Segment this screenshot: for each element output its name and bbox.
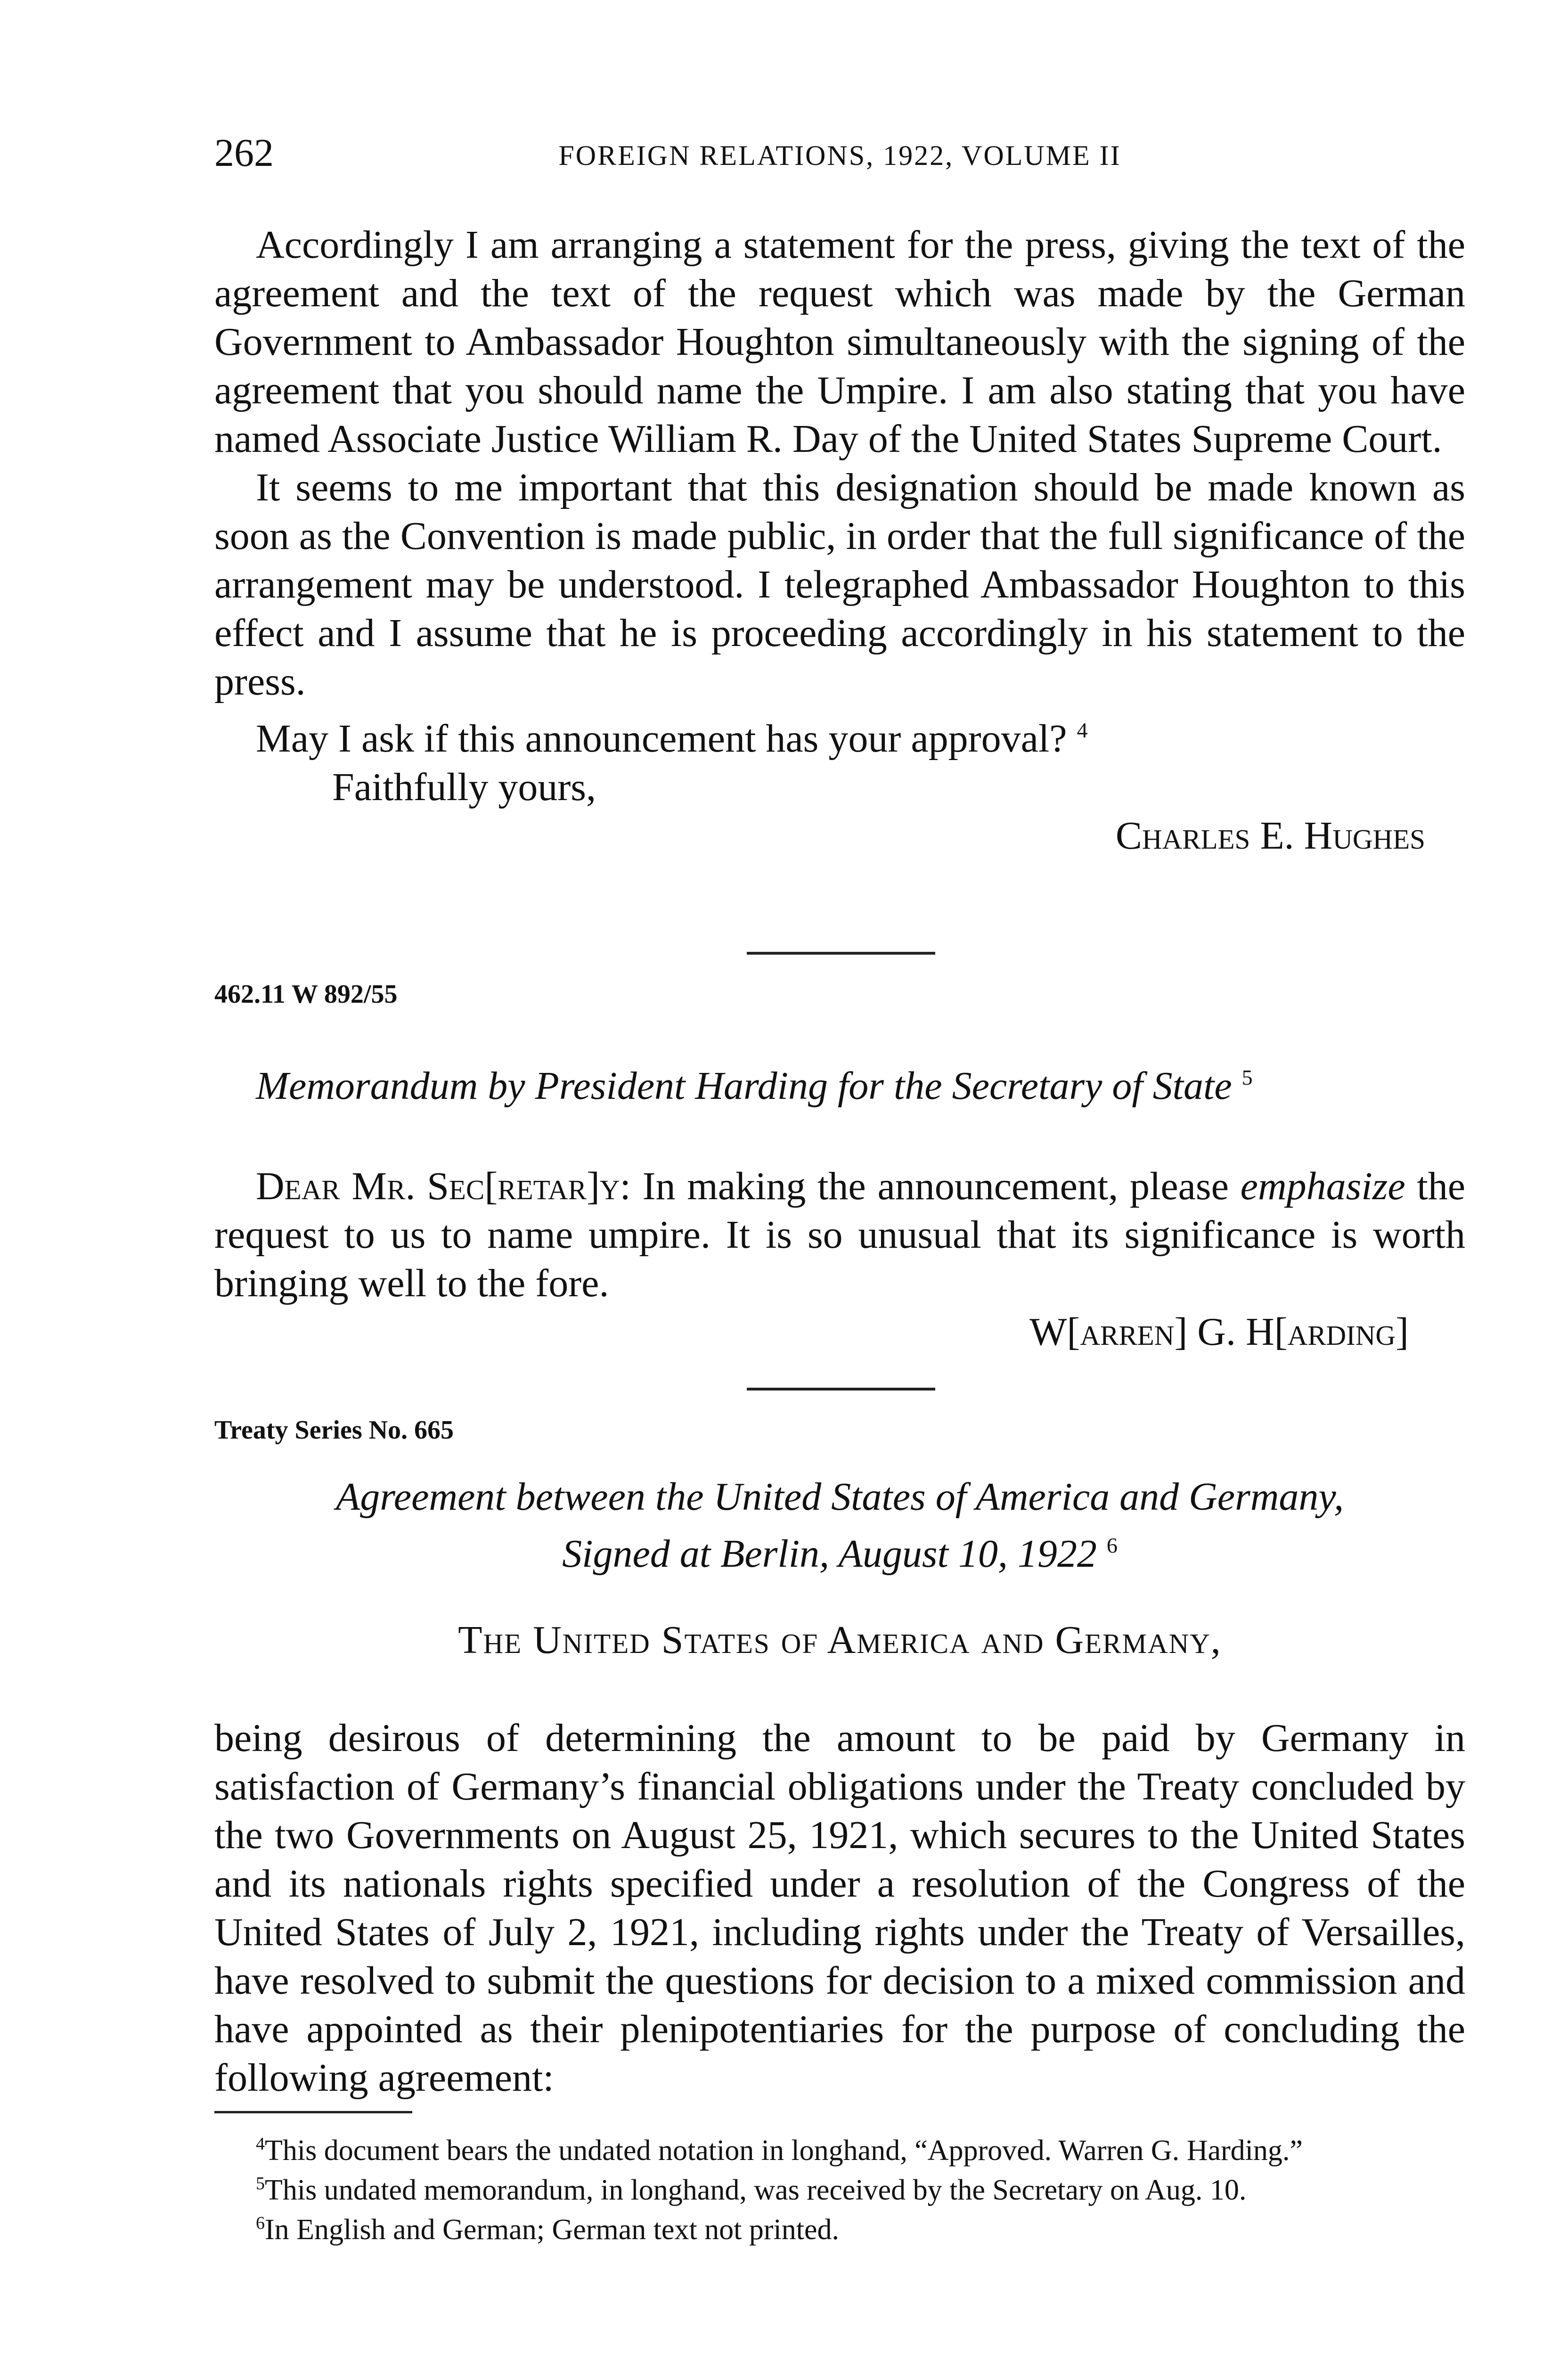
- treaty-preamble-paragraph: being desirous of determining the amount to be paid by Germany in satisfaction of Germany’s financial obligations under the Treaty concluded by the two Governments on August 25, 1921, which secures to the United States and its nationals rights specified under a resolution of the Congress of the United States of July 2, 1921, including rights under the Treaty of Versailles, have resolved to submit the questions for decision to a mixed commission and have appointed as their plenipotentiaries for the purpose of concluding the following agreement:: [214, 1716, 1465, 2100]
- letter-question-text: May I ask if this announcement has your approval?: [256, 717, 1067, 761]
- footnote-5-marker: 5: [256, 2174, 265, 2193]
- memo-paragraph: [214, 1162, 1465, 1308]
- letter-closing: Faithfully yours,: [332, 765, 596, 809]
- memo-section: [214, 973, 1465, 1356]
- letter-paragraph-2: It seems to me important that this designation should be made known as soon as the Convention is made public, in order that the full significance of the arrangement may be understood. I telegraphed Ambassador Houghton to this effect and I assume that he is proceeding accordingly in his statement to the press.: [214, 466, 1465, 704]
- memo-salutation: Dear Mr. Sec[retar]y:: [256, 1164, 631, 1208]
- section-divider-1: [747, 952, 935, 955]
- running-head: FOREIGN RELATIONS, 1922, VOLUME II: [558, 140, 1121, 171]
- footnote-4-text: This document bears the undated notation in longhand, “Approved. Warren G. Harding.”: [265, 2135, 1303, 2167]
- treaty-section: [214, 1409, 1465, 2102]
- letter-signature: Charles E. Hughes: [1115, 814, 1425, 858]
- memo-body: [214, 1162, 1465, 1356]
- footnote-6-marker: 6: [256, 2213, 265, 2233]
- section-divider-2: [747, 1388, 935, 1391]
- treaty-title-line-1: Agreement between the United States of America and Germany,: [335, 1475, 1344, 1519]
- memo-title: [214, 1053, 1465, 1110]
- treaty-title: [214, 1472, 1465, 1578]
- treaty-title-line-2-text: Signed at Berlin, August 10, 1922: [562, 1532, 1097, 1576]
- memo-body-before: In making the announcement, please: [630, 1164, 1241, 1208]
- footnote-6-text: In English and German; German text not printed.: [265, 2214, 840, 2246]
- footnote-ref-4: 4: [1077, 718, 1088, 742]
- treaty-preamble: [214, 1714, 1465, 2102]
- page-header: [214, 127, 1465, 179]
- footnote-5-text: This undated memorandum, in longhand, was received by the Secretary on Aug. 10.: [265, 2174, 1247, 2206]
- letter-body: [214, 221, 1465, 860]
- memo-signature: W[arren] G. H[arding]: [1029, 1310, 1409, 1354]
- letter-question: [214, 706, 1465, 763]
- page-number: 262: [214, 131, 274, 175]
- letter-paragraph-1: Accordingly I am arranging a statement for the press, giving the text of the agreement and the text of the request which was made by the German Government to Ambassador Houghton simultaneously with the signing of the agreement that you should name the Umpire. I am also stating that you have named Associate Justice William R. Day of the United States Supreme Court.: [214, 223, 1465, 461]
- treaty-series: Treaty Series No. 665: [214, 1415, 454, 1445]
- memo-body-after: the request to us to name umpire. It is so unusual that its significance is worth bringing well to the fore.: [214, 1164, 1466, 1305]
- footnote-4: [214, 2127, 1465, 2167]
- footnote-divider: [214, 2111, 412, 2113]
- footnote-4-marker: 4: [256, 2134, 265, 2154]
- treaty-title-line-2: [214, 1521, 1465, 1578]
- footnote-5: [214, 2167, 1465, 2207]
- treaty-parties: The United States of America and Germany,: [458, 1618, 1222, 1662]
- footnote-ref-5: 5: [1241, 1065, 1253, 1089]
- footnote-ref-6: 6: [1106, 1533, 1118, 1557]
- footnotes: [214, 2127, 1465, 2246]
- memo-title-text: Memorandum by President Harding for the Secretary of State: [256, 1064, 1232, 1108]
- memo-emphasis: emphasize: [1240, 1164, 1405, 1208]
- memo-file-number: 462.11 W 892/55: [214, 980, 398, 1009]
- footnote-6: [214, 2207, 1465, 2246]
